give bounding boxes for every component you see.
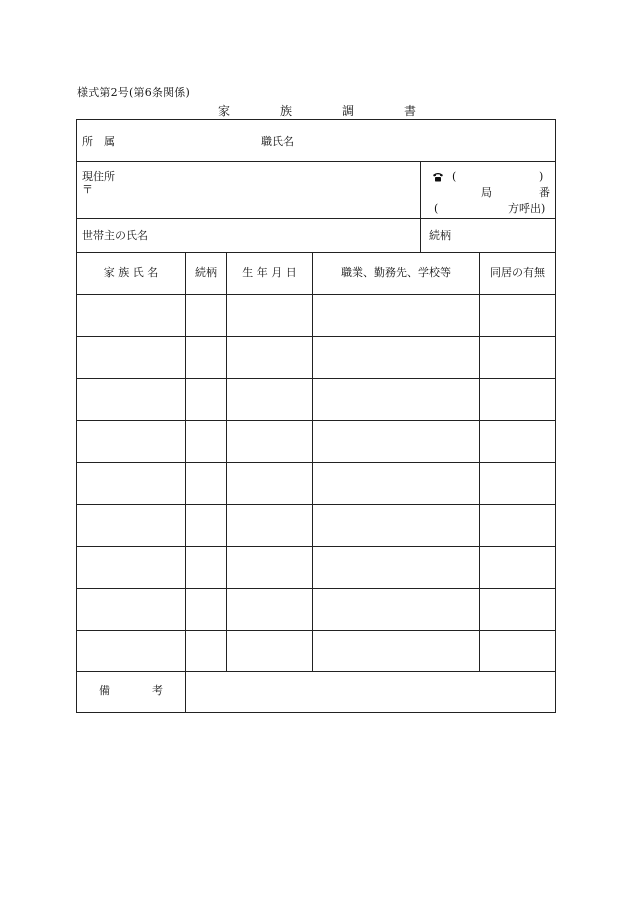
householder-relation-field[interactable] [457, 220, 552, 250]
family-table-row[interactable] [77, 295, 555, 336]
call-open-paren: ( [434, 202, 439, 215]
name-title-label: 職氏名 [261, 135, 294, 148]
family-table-row[interactable] [77, 379, 555, 420]
remarks-label-char: 備 [99, 684, 110, 697]
column-divider [420, 161, 421, 253]
family-table-row[interactable] [77, 631, 555, 671]
affiliation-label: 所 属 [82, 135, 115, 148]
column-header-birthdate: 生 年 月 日 [242, 266, 297, 279]
remarks-label-char: 考 [152, 684, 163, 697]
phone-close-paren: ) [539, 170, 544, 183]
postal-code-mark: 〒 [82, 183, 93, 196]
name-title-field[interactable] [299, 122, 549, 159]
title-char: 族 [279, 104, 292, 118]
number-field[interactable] [495, 184, 537, 198]
family-survey-form [76, 119, 556, 713]
family-table-row[interactable] [77, 547, 555, 588]
exchange-field[interactable] [425, 184, 477, 198]
column-header-family-name: 家 族 氏 名 [103, 266, 159, 279]
telephone-icon [432, 171, 444, 182]
call-via-label: 方呼出) [508, 202, 546, 215]
householder-relation-label: 続柄 [429, 229, 451, 242]
family-table-row[interactable] [77, 505, 555, 546]
householder-name-label: 世帯主の氏名 [82, 229, 148, 242]
row-divider [77, 161, 555, 162]
row-divider [77, 218, 555, 219]
phone-number-line [432, 171, 444, 183]
phone-open-paren: ( [452, 170, 457, 183]
title-char: 調 [341, 104, 354, 118]
call-via-field[interactable] [441, 200, 505, 215]
column-header-cohabitation: 同居の有無 [490, 266, 545, 279]
form-number: 様式第2号(第6条関係) [77, 86, 190, 99]
row-divider [77, 252, 555, 253]
affiliation-field[interactable] [117, 122, 247, 159]
address-label: 現住所 [82, 170, 115, 183]
document-title [218, 102, 416, 119]
family-table-row[interactable] [77, 421, 555, 462]
column-header-relation: 続柄 [195, 266, 217, 279]
family-table-row[interactable] [77, 589, 555, 630]
title-char: 家 [218, 104, 231, 118]
title-char: 書 [403, 104, 416, 118]
column-header-occupation: 職業、勤務先、学校等 [341, 266, 451, 279]
family-table-row[interactable] [77, 463, 555, 504]
remarks-label [99, 685, 163, 696]
address-field[interactable] [97, 182, 415, 214]
exchange-label: 局 [481, 186, 492, 199]
remarks-field[interactable] [186, 672, 555, 712]
area-code-field[interactable] [459, 166, 537, 182]
number-label: 番 [539, 186, 550, 199]
householder-name-field[interactable] [157, 220, 417, 250]
family-table-row[interactable] [77, 337, 555, 378]
